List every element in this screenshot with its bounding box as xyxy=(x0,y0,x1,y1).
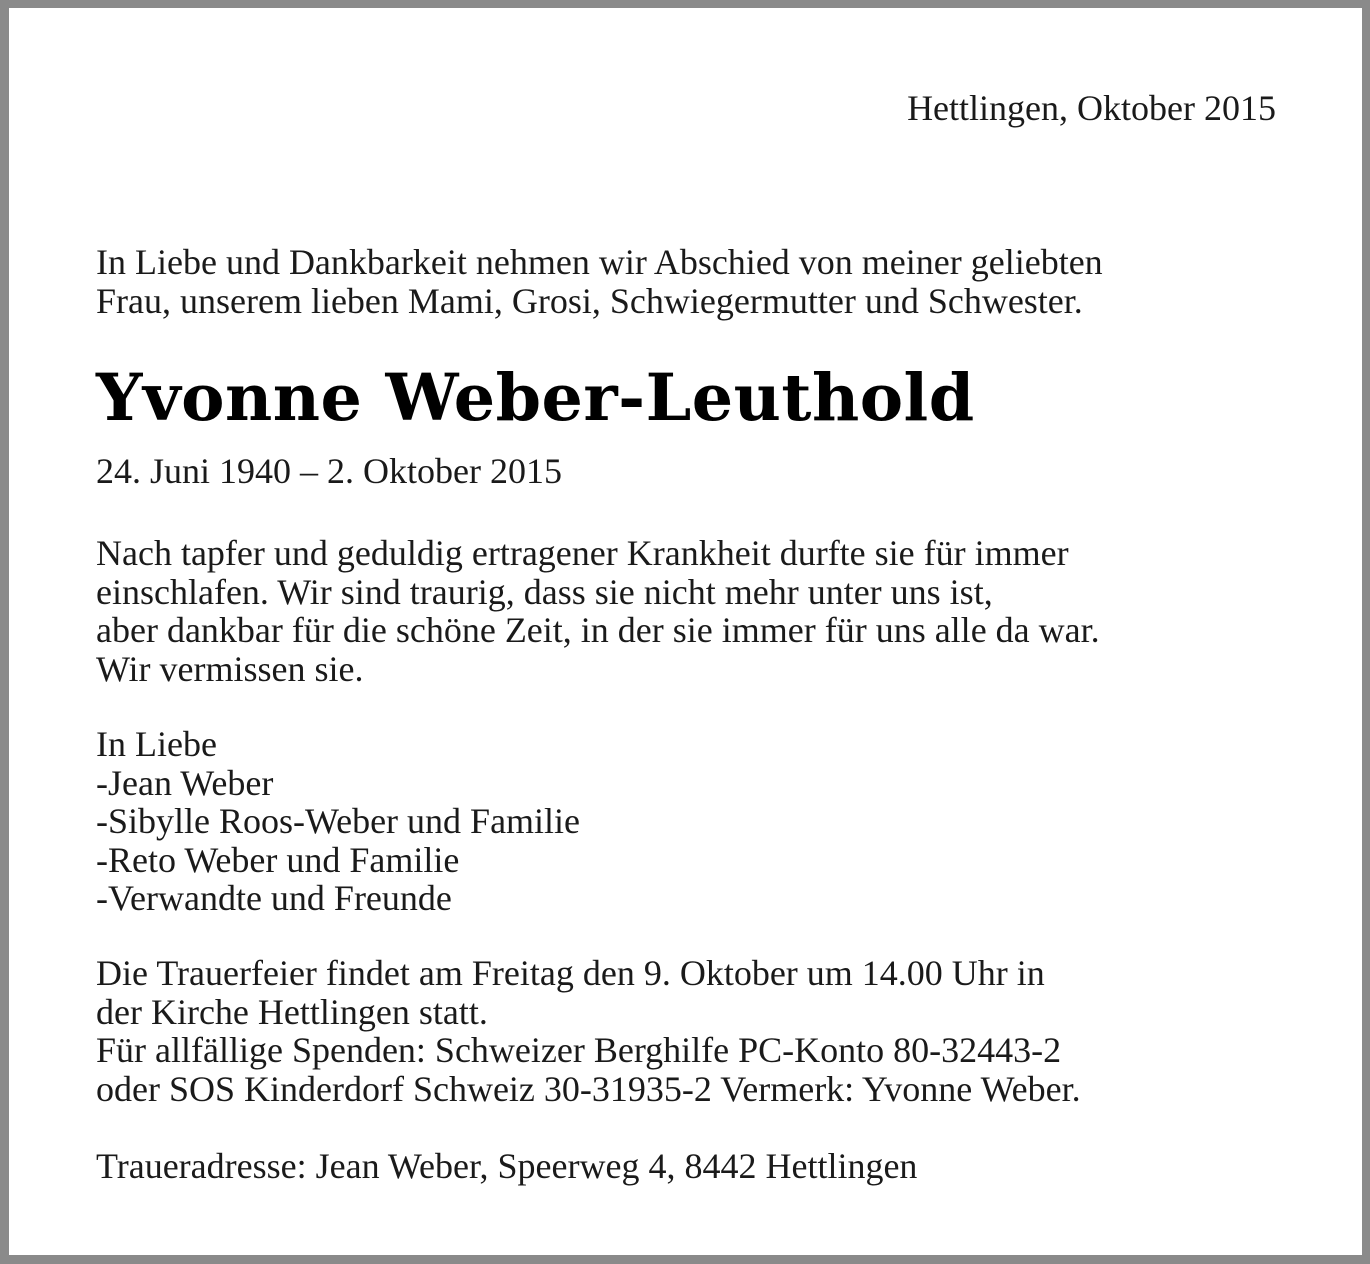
message-line: einschlafen. Wir sind traurig, dass sie nicht mehr unter uns ist, xyxy=(96,571,993,612)
service-info xyxy=(96,954,1081,1108)
message-line: Wir vermissen sie. xyxy=(96,648,364,689)
mourning-address xyxy=(96,1147,917,1186)
mourner-entry: -Reto Weber und Familie xyxy=(96,839,460,880)
life-dates-text: 24. Juni 1940 – 2. Oktober 2015 xyxy=(96,451,562,491)
service-line: der Kirche Hettlingen statt. xyxy=(96,991,488,1032)
donation-line: oder SOS Kinderdorf Schweiz 30-31935-2 Vermerk: Yvonne Weber. xyxy=(96,1068,1081,1109)
signature-greeting: In Liebe xyxy=(96,724,217,764)
place-date: Hettlingen, Oktober 2015 xyxy=(907,88,1276,128)
mourner-entry: -Verwandte und Freunde xyxy=(96,878,452,918)
mourning-address-text: Traueradresse: Jean Weber, Speerweg 4, 8442 Hettlingen xyxy=(96,1146,918,1186)
message-text xyxy=(96,534,1100,688)
service-line: Die Trauerfeier findet am Freitag den 9. Oktober um 14.00 Uhr in xyxy=(96,953,1045,993)
intro-line: In Liebe und Dankbarkeit nehmen wir Abschied von meiner geliebten xyxy=(96,242,1103,282)
mourner-entry: -Sibylle Roos-Weber und Familie xyxy=(96,801,581,841)
life-dates xyxy=(96,452,562,491)
donation-line: Für allfällige Spenden: Schweizer Berghilfe PC-Konto 80-32443-2 xyxy=(96,1030,1062,1070)
intro-text xyxy=(96,243,1103,320)
message-line: aber dankbar für die schöne Zeit, in der sie immer für uns alle da war. xyxy=(96,610,1100,650)
signature-block xyxy=(96,725,580,918)
message-line: Nach tapfer und geduldig ertragener Krankheit durfte sie für immer xyxy=(96,533,1069,573)
deceased-name: Yvonne Weber-Leuthold xyxy=(96,360,975,436)
mourner-entry: -Jean Weber xyxy=(96,762,274,803)
intro-line: Frau, unserem lieben Mami, Grosi, Schwiegermutter und Schwester. xyxy=(96,280,1083,321)
